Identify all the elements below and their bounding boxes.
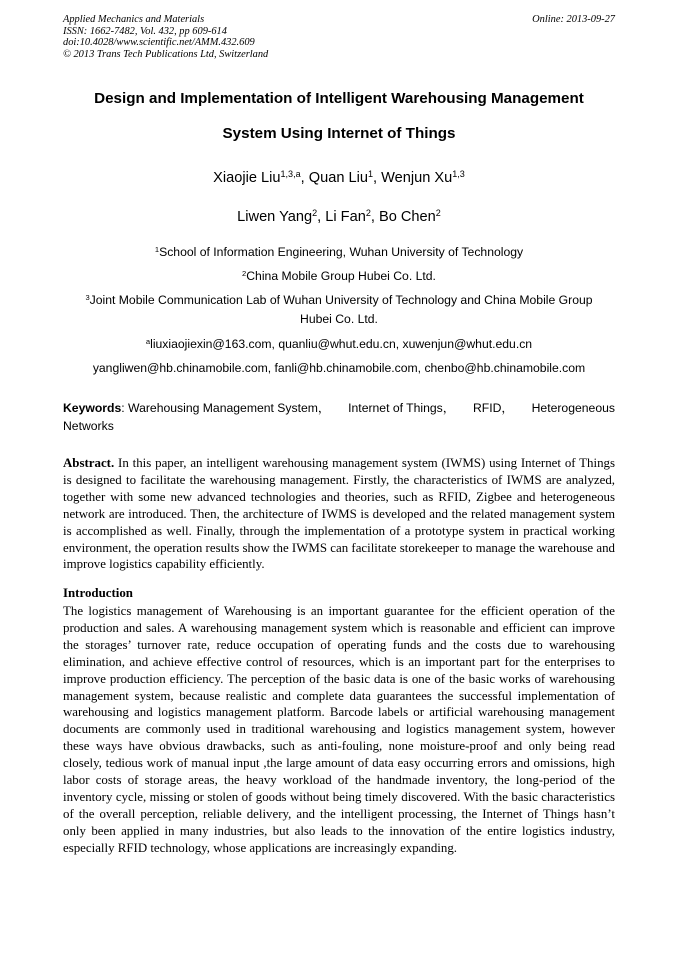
email-line-2 (63, 359, 615, 378)
author-affiliation-mark: 2 (435, 208, 441, 219)
author-name: Xiaojie Liu (213, 170, 281, 186)
author-name: Bo Chen (378, 209, 436, 225)
author-affiliation-mark: 1,3,a (280, 169, 301, 180)
author-separator: , (300, 170, 309, 186)
keywords-block (63, 399, 615, 435)
author-name: Wenjun Xu (381, 170, 453, 186)
introduction-heading: Introduction (63, 586, 133, 600)
author-line-1 (63, 170, 615, 186)
author-affiliation-mark: 1,3 (452, 169, 465, 180)
introduction-paragraph: The logistics management of Warehousing is an important guarantee for the efficient operation of the production and sales. A warehousing management system which is reasonable and efficient can improve the storages’ turnover rate, reduce occupation of operating funds and the costs due to warehousing elimination, and achieve effective control of resources, which is an important part for the enterprises to improve production efficiency. The perception of the basic data is one of the basic works of warehousing management system, because realistic and complete data guarantees the successful implementation of warehousing and logistics management platform. Barcode labels or artificial warehousing management documents are commonly used in traditional warehousing and logistics management system, however these ways have obvious drawbacks, such as anti-fouling, none moisture-proof and only being read closely, tedious work of manual input ,the large amount of data easy occurring errors and omissions, high labor costs of storage areas, the heavy workload of the handmade inventory, the long-period of the inventory cycle, missing or stolen of goods without being timely discovered. With the basic characteristics of the overall perception, reliable delivery, and the intelligent processing, the Internet of Things hasn’t only been applied in many industries, but also leads to the innovation of the entire logistics industry, especially RFID technology, whose applications are increasingly expanding. (63, 604, 615, 855)
affiliation-text: Joint Mobile Communication Lab of Wuhan University of Technology and China Mobile Group (89, 293, 593, 307)
issn-line: ISSN: 1662-7482, Vol. 432, pp 609-614 (63, 25, 227, 37)
doi-line: doi:10.4028/www.scientific.net/AMM.432.609 (63, 37, 255, 49)
keyword-item: Networks (63, 419, 114, 433)
keywords-label: Keywords (63, 401, 122, 415)
keyword-item: Heterogeneous (531, 401, 615, 415)
email-list: liuxiaojiexin@163.com, quanliu@whut.edu.cn, xuwenjun@whut.edu.cn (150, 337, 533, 351)
keyword-item: RFID， (472, 401, 514, 415)
copyright-line: © 2013 Trans Tech Publications Ltd, Switzerland (63, 48, 269, 60)
keyword-item: Internet of Things， (348, 401, 455, 415)
paper-title-line-2: System Using Internet of Things (222, 125, 456, 142)
affiliation-1 (63, 243, 615, 262)
keywords-colon: : (121, 401, 129, 415)
author-affiliation-mark: 1 (367, 169, 374, 180)
affiliation-text: China Mobile Group Hubei Co. Ltd. (246, 269, 436, 283)
author-affiliation-mark: 2 (365, 208, 371, 219)
author-name: Liwen Yang (237, 209, 313, 225)
author-line-2 (63, 209, 615, 225)
author-separator: , (373, 170, 382, 186)
keyword-item: Warehousing Management System， (128, 401, 331, 415)
email-line-1 (63, 335, 615, 354)
affiliation-mark: 1 (154, 244, 160, 254)
affiliation-mark: 2 (242, 268, 247, 278)
abstract-label: Abstract. (63, 456, 115, 470)
affiliation-mark: 3 (85, 292, 90, 302)
abstract-text: In this paper, an intelligent warehousing management system (IWMS) using Internet of Things is designed to facilitate the warehousing management. Firstly, the characteristics of IWMS are analyzed, together with some new advanced technologies and theories, such as RFID, Zigbee and heterogeneous network are introduced. Then, the architecture of IWMS is developed and the related management system is accomplished as well. Finally, through the implementation of a prototype system in practical working environment, the operation results show the IWMS can facilitate storekeeper to manage the warehouse and improve logistics capability efficiently. (63, 456, 615, 572)
affiliation-text: School of Information Engineering, Wuhan University of Technology (159, 245, 524, 259)
author-affiliation-mark: 2 (312, 208, 318, 219)
abstract-paragraph (63, 455, 615, 573)
author-name: Quan Liu (308, 170, 368, 186)
author-separator: , (317, 209, 326, 225)
author-name: Li Fan (325, 209, 366, 225)
email-mark: a (145, 336, 151, 346)
online-date: Online: 2013-09-27 (532, 14, 615, 25)
affiliation-2 (63, 267, 615, 286)
journal-name: Applied Mechanics and Materials (63, 14, 205, 25)
author-separator: , (370, 209, 379, 225)
affiliation-text: Hubei Co. Ltd. (300, 312, 378, 326)
paper-title-line-1: Design and Implementation of Intelligent Warehousing Management (94, 90, 584, 107)
email-list: yangliwen@hb.chinamobile.com, fanli@hb.chinamobile.com, chenbo@hb.chinamobile.com (92, 361, 586, 375)
journal-header (63, 14, 615, 60)
affiliation-3 (63, 291, 615, 329)
